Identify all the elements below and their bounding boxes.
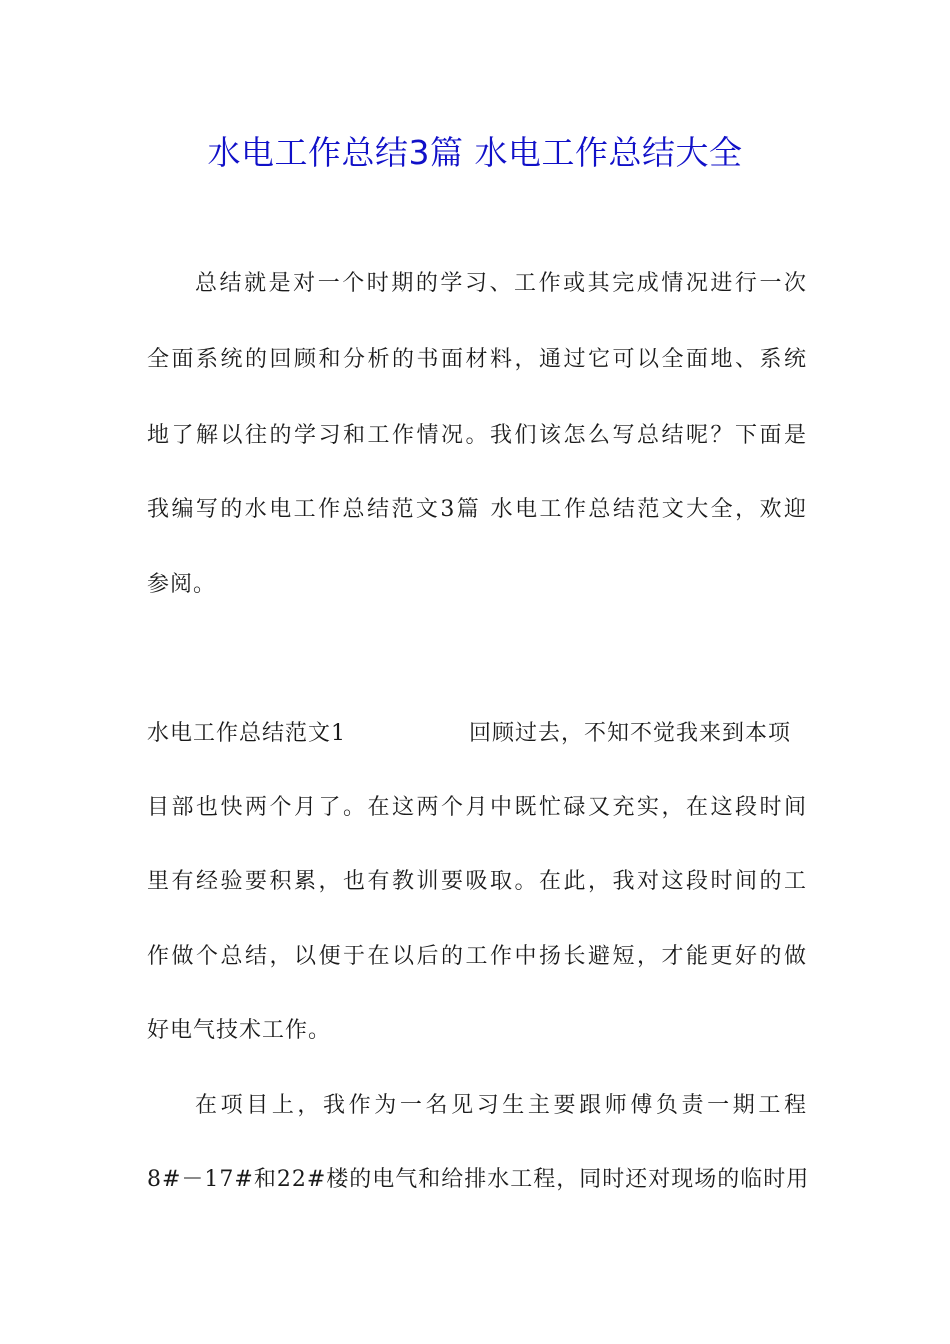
section1-line-3: 里有经验要积累，也有教训要吸取。在此，我对这段时间的工 (147, 869, 807, 894)
paragraph2-line-2: 8#－17#和22#楼的电气和给排水工程，同时还对现场的临时用 (147, 1167, 810, 1192)
section1-line-5: 好电气技术工作。 (147, 1018, 332, 1043)
intro-line-1: 总结就是对一个时期的学习、工作或其完成情况进行一次 (195, 271, 807, 296)
intro-line-5: 参阅。 (147, 572, 217, 597)
intro-line-4: 我编写的水电工作总结范文3篇 水电工作总结范文大全，欢迎 (147, 497, 807, 522)
section1-first-line (147, 714, 807, 754)
document-title: 水电工作总结3篇 水电工作总结大全 (207, 133, 743, 172)
intro-line-2: 全面系统的回顾和分析的书面材料，通过它可以全面地、系统 (147, 347, 807, 372)
section1-heading: 水电工作总结范文1 (147, 721, 346, 746)
section1-line-2: 目部也快两个月了。在这两个月中既忙碌又充实，在这段时间 (147, 795, 807, 820)
paragraph2-line-1: 在项目上，我作为一名见习生主要跟师傅负责一期工程 (195, 1093, 807, 1118)
intro-line-3: 地了解以往的学习和工作情况。我们该怎么写总结呢？下面是 (147, 423, 807, 448)
section1-line-4: 作做个总结，以便于在以后的工作中扬长避短，才能更好的做 (147, 944, 807, 969)
section1-first-line-text: 回顾过去，不知不觉我来到本项 (469, 721, 792, 746)
